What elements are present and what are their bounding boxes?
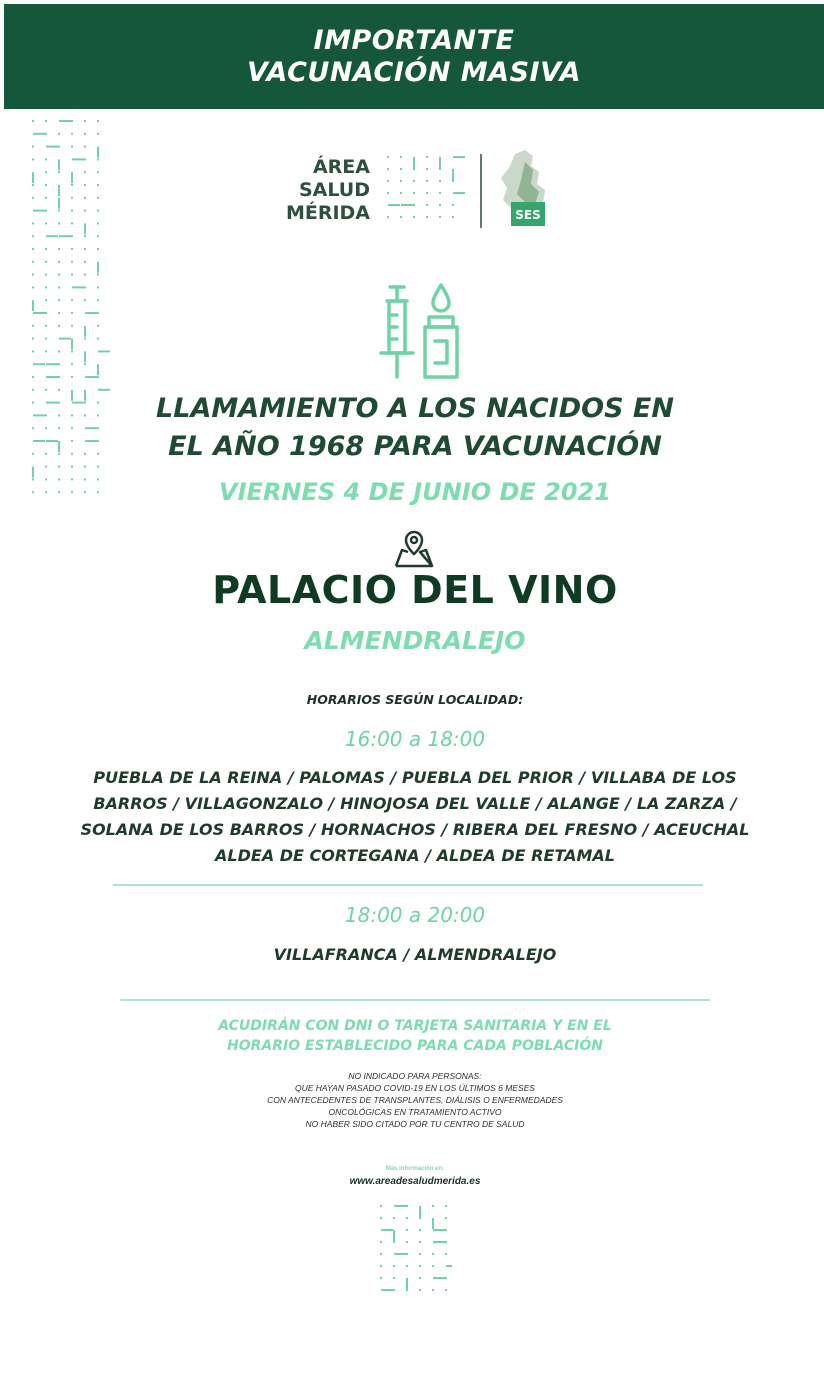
pattern-dot bbox=[432, 1218, 434, 1229]
pattern-dot bbox=[388, 204, 400, 206]
pattern-dot bbox=[387, 168, 389, 170]
pattern-dot bbox=[406, 1253, 408, 1255]
pattern-dot bbox=[58, 389, 60, 391]
pattern-dot bbox=[72, 158, 84, 160]
pattern-dot bbox=[71, 133, 73, 135]
pattern-dot bbox=[33, 363, 45, 365]
towns-line: SOLANA DE LOS BARROS / HORNACHOS / RIBERA DEL FRESNO / ACEUCHAL bbox=[80, 820, 750, 839]
ses-region-map-icon bbox=[495, 150, 555, 232]
pattern-dot bbox=[45, 338, 47, 340]
pattern-dot bbox=[32, 478, 34, 480]
pattern-dot bbox=[419, 1253, 421, 1255]
pattern-dot bbox=[71, 478, 73, 480]
pattern-dot bbox=[84, 478, 86, 480]
pattern-dot bbox=[426, 168, 428, 170]
pattern-dot bbox=[46, 146, 58, 148]
pattern-dot bbox=[97, 158, 99, 160]
pattern-dot bbox=[58, 350, 60, 352]
pattern-dot bbox=[71, 350, 73, 352]
pattern-dot bbox=[85, 376, 97, 378]
pattern-dot bbox=[58, 198, 60, 209]
pattern-dot bbox=[84, 491, 86, 493]
pattern-dot bbox=[32, 491, 34, 493]
pattern-dot bbox=[58, 414, 60, 416]
logo-wordmark bbox=[275, 156, 370, 225]
pattern-dot bbox=[32, 427, 34, 429]
pattern-dot bbox=[97, 133, 99, 135]
pattern-dot bbox=[406, 1205, 408, 1207]
pattern-dot bbox=[32, 389, 34, 391]
pattern-dot bbox=[58, 491, 60, 493]
pattern-dot bbox=[97, 274, 99, 276]
pattern-dot bbox=[393, 1265, 395, 1267]
pattern-dot bbox=[394, 1205, 406, 1207]
pattern-dot bbox=[33, 414, 45, 416]
pattern-dot bbox=[419, 1241, 421, 1243]
pattern-dot bbox=[413, 192, 415, 194]
pattern-dot bbox=[393, 1230, 395, 1241]
pattern-dot bbox=[32, 248, 34, 250]
headline bbox=[90, 390, 740, 466]
pattern-dot bbox=[445, 1205, 447, 1207]
pattern-dot bbox=[32, 274, 34, 276]
pattern-dot bbox=[58, 286, 60, 288]
pattern-dot bbox=[84, 390, 86, 401]
pattern-dot bbox=[71, 261, 73, 263]
towns-line: BARROS / VILLAGONZALO / HINOJOSA DEL VALLE / ALANGE / LA ZARZA / bbox=[93, 794, 737, 813]
pattern-dot bbox=[439, 168, 441, 170]
towns-line: VILLAFRANCA / ALMENDRALEJO bbox=[273, 945, 557, 964]
pattern-dot bbox=[71, 248, 73, 250]
pattern-dot bbox=[84, 235, 86, 237]
exclusion-line: ONCOLÓGICAS EN TRATAMIENTO ACTIVO bbox=[328, 1107, 502, 1117]
pattern-dot bbox=[84, 414, 86, 416]
pattern-dot bbox=[380, 1265, 382, 1267]
dni-notice-line-2: HORARIO ESTABLECIDO PARA CADA POBLACIÓN bbox=[227, 1038, 603, 1054]
pattern-dot bbox=[84, 184, 86, 186]
pattern-dot bbox=[84, 146, 86, 148]
pattern-dot bbox=[97, 184, 99, 186]
pattern-dot bbox=[413, 204, 415, 206]
pattern-dot bbox=[419, 1265, 421, 1267]
pattern-dot bbox=[45, 158, 47, 160]
pattern-dot bbox=[97, 364, 99, 375]
pattern-dot bbox=[97, 171, 99, 173]
pattern-dot bbox=[387, 180, 389, 182]
pattern-dot bbox=[45, 120, 47, 122]
pattern-dot bbox=[71, 184, 73, 186]
pattern-dot bbox=[58, 363, 60, 365]
pattern-dot bbox=[426, 216, 428, 218]
pattern-dot bbox=[84, 326, 86, 337]
ses-badge-label: SES bbox=[515, 208, 541, 222]
pattern-dot bbox=[97, 299, 99, 301]
logo-line-merida: MÉRIDA bbox=[285, 202, 370, 224]
divider bbox=[120, 999, 710, 1001]
pattern-dot bbox=[58, 427, 60, 429]
pattern-dot bbox=[45, 414, 47, 416]
pattern-dot bbox=[45, 478, 47, 480]
pattern-dot bbox=[453, 192, 465, 194]
pattern-dot bbox=[71, 120, 73, 122]
pattern-dot bbox=[406, 1241, 408, 1243]
pattern-dot bbox=[33, 312, 45, 314]
pattern-dot bbox=[97, 235, 99, 237]
pattern-dot bbox=[426, 192, 428, 194]
exclusion-notes bbox=[180, 1070, 650, 1130]
pattern-dot bbox=[419, 1229, 421, 1231]
pattern-dot bbox=[71, 274, 73, 276]
exclusion-line: QUE HAYAN PASADO COVID-19 EN LOS ÚLTIMOS 6 MESES bbox=[295, 1083, 535, 1093]
pattern-dot bbox=[84, 363, 86, 365]
time-slot-2: 18:00 a 20:00 bbox=[344, 903, 486, 927]
pattern-dot bbox=[32, 172, 34, 183]
pattern-dot bbox=[45, 350, 47, 352]
headline-line-2: EL AÑO 1968 PARA VACUNACIÓN bbox=[168, 431, 662, 462]
area-salud-merida-logo bbox=[275, 150, 575, 235]
pattern-dot bbox=[32, 235, 34, 237]
pattern-dot bbox=[413, 216, 415, 218]
pattern-dot bbox=[380, 1241, 382, 1243]
pattern-dot bbox=[71, 466, 73, 468]
pattern-dot bbox=[445, 1289, 447, 1291]
pattern-dot bbox=[84, 274, 86, 276]
pattern-dot bbox=[32, 376, 34, 378]
pattern-dot bbox=[45, 466, 47, 468]
pattern-dot bbox=[71, 440, 73, 442]
pattern-dot bbox=[393, 1277, 395, 1279]
pattern-dot bbox=[97, 222, 99, 224]
pattern-dot bbox=[72, 402, 84, 404]
pattern-dot bbox=[45, 171, 47, 173]
event-date: VIERNES 4 DE JUNIO DE 2021 bbox=[219, 478, 611, 506]
pattern-dot bbox=[381, 1229, 393, 1231]
pattern-dot bbox=[32, 402, 34, 404]
pattern-dot bbox=[380, 1253, 382, 1255]
pattern-dot bbox=[45, 133, 47, 135]
pattern-dot bbox=[45, 197, 47, 199]
pattern-dot bbox=[45, 261, 47, 263]
pattern-dot bbox=[97, 312, 99, 314]
pattern-dot bbox=[445, 1229, 447, 1231]
pattern-dot bbox=[406, 1278, 408, 1289]
pattern-dot bbox=[71, 414, 73, 416]
pattern-dot bbox=[97, 262, 99, 273]
pattern-dot bbox=[45, 312, 47, 314]
pattern-dot bbox=[433, 1277, 445, 1279]
pattern-dot bbox=[71, 299, 73, 301]
pattern-dot bbox=[97, 325, 99, 327]
pattern-dot bbox=[84, 261, 86, 263]
banner-subtitle: VACUNACIÓN MASIVA bbox=[246, 56, 582, 88]
pattern-dot bbox=[400, 156, 402, 158]
pattern-dot bbox=[445, 1241, 447, 1243]
pattern-dot bbox=[45, 299, 47, 301]
pattern-dot bbox=[84, 453, 86, 455]
pattern-dot bbox=[71, 325, 73, 327]
pattern-dot bbox=[97, 147, 99, 158]
pattern-dot bbox=[433, 1229, 445, 1231]
pattern-dot bbox=[32, 261, 34, 263]
pattern-dot bbox=[45, 222, 47, 224]
pattern-dot bbox=[46, 402, 58, 404]
pattern-dot bbox=[406, 1217, 408, 1219]
pattern-dot bbox=[71, 235, 73, 237]
map-pin-icon bbox=[392, 530, 436, 568]
website-link[interactable]: www.areadesaludmerida.es bbox=[349, 1176, 481, 1187]
pattern-dot bbox=[432, 1289, 434, 1291]
pattern-dot bbox=[45, 286, 47, 288]
pattern-dot bbox=[426, 180, 428, 182]
pattern-dot bbox=[45, 274, 47, 276]
exclusion-line: NO INDICADO PARA PERSONAS: bbox=[348, 1071, 482, 1081]
pattern-dot bbox=[32, 120, 34, 122]
pattern-dot bbox=[393, 1217, 395, 1219]
pattern-dot bbox=[84, 351, 86, 362]
pattern-dot bbox=[32, 467, 34, 478]
schedule-heading: HORARIOS SEGÚN LOCALIDAD: bbox=[306, 692, 524, 707]
pattern-dot bbox=[97, 286, 99, 288]
venue-city: ALMENDRALEJO bbox=[304, 626, 526, 655]
divider bbox=[113, 884, 703, 886]
pattern-dot bbox=[45, 389, 47, 391]
pattern-dot bbox=[387, 156, 389, 158]
towns-line: ALDEA DE CORTEGANA / ALDEA DE RETAMAL bbox=[215, 846, 615, 865]
pattern-dot bbox=[406, 1265, 408, 1267]
pattern-dot bbox=[413, 157, 415, 168]
pattern-dot bbox=[400, 180, 402, 182]
pattern-dot bbox=[452, 180, 454, 182]
pattern-dot bbox=[33, 440, 45, 442]
pattern-dot bbox=[58, 222, 60, 224]
pattern-dot bbox=[45, 325, 47, 327]
pattern-dot bbox=[453, 156, 465, 158]
pattern-dot bbox=[46, 235, 58, 237]
pattern-dot bbox=[32, 197, 34, 199]
pattern-dot bbox=[71, 390, 73, 401]
pattern-dot bbox=[84, 133, 86, 135]
pattern-dot bbox=[32, 146, 34, 148]
pattern-dot bbox=[72, 286, 84, 288]
pattern-dot bbox=[445, 1253, 447, 1255]
pattern-dot bbox=[84, 248, 86, 250]
pattern-dot bbox=[58, 402, 60, 404]
pattern-dot bbox=[32, 338, 34, 340]
pattern-dot bbox=[400, 216, 402, 218]
pattern-dot bbox=[71, 210, 73, 212]
pattern-dot bbox=[97, 376, 99, 378]
pattern-dot bbox=[439, 216, 441, 218]
pattern-dot bbox=[59, 120, 71, 122]
logo-dot-pattern bbox=[385, 154, 465, 226]
pattern-dot bbox=[58, 185, 60, 196]
pattern-dot bbox=[58, 210, 60, 212]
pattern-dot bbox=[58, 248, 60, 250]
header-banner bbox=[4, 4, 824, 109]
pattern-dot bbox=[84, 402, 86, 404]
pattern-dot bbox=[387, 192, 389, 194]
pattern-dot bbox=[58, 146, 60, 148]
pattern-dot bbox=[45, 427, 47, 429]
pattern-dot bbox=[58, 133, 60, 135]
pattern-dot bbox=[71, 376, 73, 378]
towns-list-2 bbox=[50, 942, 780, 968]
pattern-dot bbox=[84, 120, 86, 122]
pattern-dot bbox=[58, 441, 60, 452]
pattern-dot bbox=[71, 146, 73, 148]
logo-line-area: ÁREA bbox=[312, 156, 370, 178]
pattern-dot bbox=[58, 466, 60, 468]
pattern-dot bbox=[380, 1205, 382, 1207]
pattern-dot bbox=[419, 1289, 421, 1291]
exclusion-line: CON ANTECEDENTES DE TRANSPLANTES, DIÁLISIS O ENFERMEDADES bbox=[267, 1095, 563, 1105]
pattern-dot bbox=[46, 363, 58, 365]
pattern-dot bbox=[58, 453, 60, 455]
pattern-dot bbox=[45, 453, 47, 455]
pattern-dot bbox=[400, 192, 402, 194]
pattern-dot bbox=[432, 1253, 434, 1255]
pattern-dot bbox=[84, 299, 86, 301]
pattern-dot bbox=[400, 168, 402, 170]
syringe-vial-icon bbox=[375, 283, 465, 381]
exclusion-line: NO HABER SIDO CITADO POR TU CENTRO DE SALUD bbox=[305, 1119, 525, 1129]
pattern-dot bbox=[58, 376, 60, 378]
pattern-dot bbox=[71, 197, 73, 199]
pattern-dot bbox=[426, 156, 428, 158]
pattern-dot bbox=[32, 453, 34, 455]
pattern-dot bbox=[439, 204, 441, 206]
pattern-dot bbox=[97, 248, 99, 250]
pattern-dot bbox=[406, 1229, 408, 1231]
pattern-dot bbox=[45, 210, 47, 212]
pattern-dot bbox=[433, 1241, 445, 1243]
pattern-dot bbox=[71, 491, 73, 493]
pattern-dot bbox=[46, 440, 58, 442]
pattern-dot bbox=[32, 184, 34, 186]
pattern-dot bbox=[33, 210, 45, 212]
pattern-dot bbox=[426, 204, 428, 206]
headline-line-1: LLAMAMIENTO A LOS NACIDOS EN bbox=[156, 393, 674, 424]
pattern-dot bbox=[432, 1205, 434, 1207]
pattern-dot bbox=[32, 325, 34, 327]
pattern-dot bbox=[71, 172, 73, 183]
pattern-dot bbox=[58, 325, 60, 327]
pattern-dot bbox=[452, 169, 454, 180]
pattern-dot bbox=[97, 120, 99, 122]
pattern-dot bbox=[58, 478, 60, 480]
pattern-dot bbox=[71, 453, 73, 455]
pattern-dot bbox=[71, 427, 73, 429]
dni-notice-line-1: ACUDIRÁN CON DNI O TARJETA SANITARIA Y EN EL bbox=[218, 1018, 612, 1034]
pattern-dot bbox=[84, 466, 86, 468]
pattern-dot bbox=[393, 1289, 395, 1291]
venue-name: PALACIO DEL VINO bbox=[212, 568, 618, 612]
pattern-dot bbox=[98, 350, 110, 352]
pattern-dot bbox=[84, 223, 86, 234]
pattern-dot bbox=[46, 376, 58, 378]
pattern-dot bbox=[58, 159, 60, 170]
logo-divider bbox=[480, 154, 482, 228]
pattern-dot bbox=[59, 235, 71, 237]
pattern-dot bbox=[71, 339, 73, 350]
pattern-dot bbox=[439, 192, 441, 194]
pattern-dot bbox=[32, 222, 34, 224]
pattern-dot bbox=[387, 216, 389, 218]
pattern-dot bbox=[380, 1217, 382, 1219]
pattern-dot bbox=[452, 204, 454, 206]
pattern-dot bbox=[84, 286, 86, 288]
pattern-dot bbox=[97, 197, 99, 199]
pattern-dot bbox=[58, 274, 60, 276]
pattern-dot bbox=[97, 338, 99, 340]
pattern-dot bbox=[446, 1265, 452, 1267]
banner-title: IMPORTANTE bbox=[313, 24, 515, 56]
pattern-dot bbox=[32, 158, 34, 160]
more-info-label: Más información en: bbox=[385, 1166, 445, 1172]
pattern-dot bbox=[393, 1241, 395, 1243]
pattern-dot bbox=[45, 491, 47, 493]
pattern-dot bbox=[32, 286, 34, 288]
pattern-dot bbox=[381, 1289, 393, 1291]
pattern-dot bbox=[432, 1265, 434, 1267]
pattern-dot bbox=[419, 1217, 421, 1219]
pattern-dot bbox=[58, 312, 60, 314]
pattern-dot bbox=[97, 210, 99, 212]
pattern-dot bbox=[58, 299, 60, 301]
pattern-dot bbox=[45, 248, 47, 250]
pattern-dot bbox=[394, 1253, 406, 1255]
pattern-dot bbox=[452, 216, 454, 218]
pattern-dot bbox=[401, 204, 413, 206]
logo-line-salud: SALUD bbox=[298, 179, 370, 201]
pattern-dot bbox=[85, 312, 97, 314]
pattern-dot bbox=[58, 171, 60, 173]
pattern-dot bbox=[419, 1206, 421, 1217]
pattern-dot bbox=[84, 210, 86, 212]
pattern-dot bbox=[84, 158, 86, 160]
pattern-dot bbox=[445, 1217, 447, 1219]
pattern-dot bbox=[33, 133, 45, 135]
pattern-dot bbox=[71, 222, 73, 224]
pattern-dot bbox=[445, 1277, 447, 1279]
time-slot-1: 16:00 a 18:00 bbox=[344, 727, 486, 751]
pattern-dot bbox=[32, 300, 34, 311]
pattern-dot bbox=[439, 180, 441, 182]
towns-line: PUEBLA DE LA REINA / PALOMAS / PUEBLA DEL PRIOR / VILLABA DE LOS bbox=[93, 768, 737, 787]
pattern-dot bbox=[84, 197, 86, 199]
pattern-dot bbox=[413, 168, 415, 170]
pattern-dot bbox=[413, 180, 415, 182]
pattern-dot bbox=[59, 338, 71, 340]
pattern-dot bbox=[380, 1277, 382, 1279]
pattern-dot bbox=[84, 171, 86, 173]
pattern-dot bbox=[406, 1289, 408, 1291]
pattern-dot bbox=[71, 312, 73, 314]
pattern-dot bbox=[419, 1277, 421, 1279]
pattern-dot bbox=[84, 338, 86, 340]
pattern-dot bbox=[58, 261, 60, 263]
decorative-dot-pattern-bottom bbox=[378, 1203, 452, 1295]
pattern-dot bbox=[439, 157, 441, 168]
pattern-dot bbox=[45, 184, 47, 186]
towns-list-1 bbox=[50, 765, 780, 869]
dni-notice bbox=[150, 1016, 680, 1056]
pattern-dot bbox=[32, 350, 34, 352]
pattern-dot bbox=[71, 363, 73, 365]
